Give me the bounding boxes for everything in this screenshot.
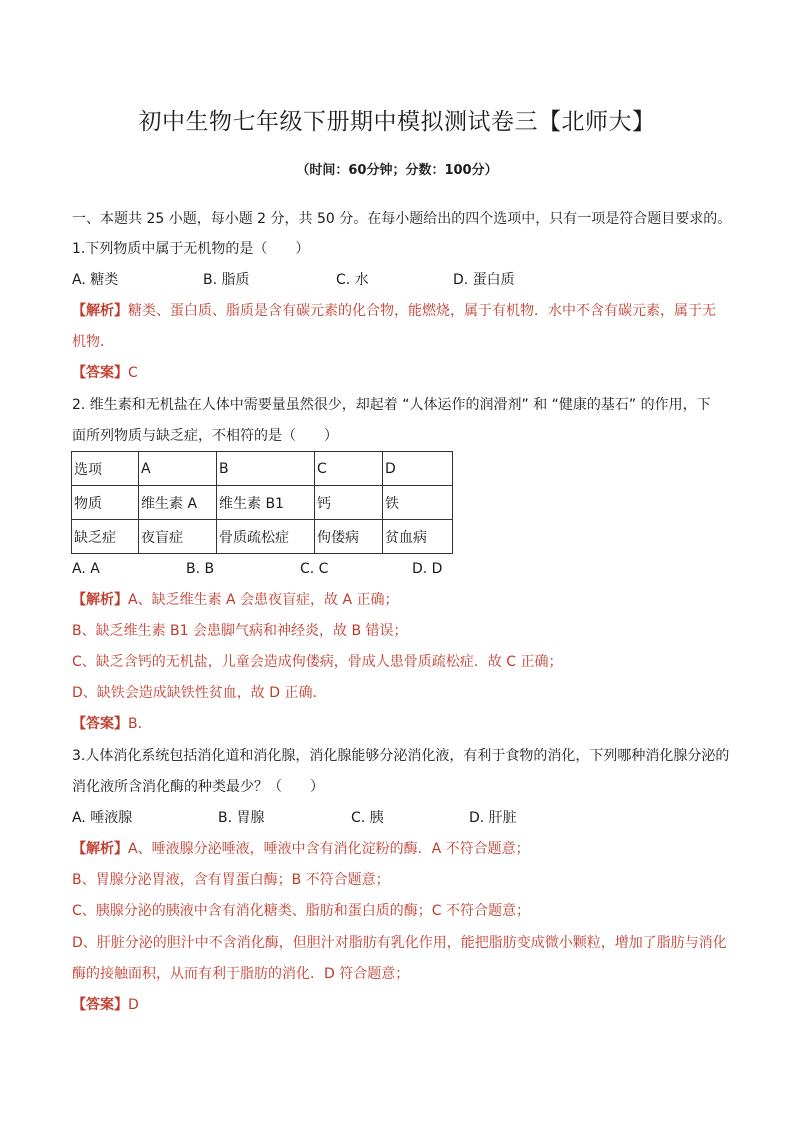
q3-analysis-line-1	[72, 839, 530, 859]
q1-analysis-line-1	[72, 301, 716, 321]
table-cell: 骨质疏松症	[217, 520, 315, 554]
q3-analysis-text: A、唾液腺分泌唾液，唾液中含有消化淀粉的酶．A 不符合题意；	[128, 841, 530, 857]
table-cell: D	[383, 452, 453, 486]
section-intro: 一、本题共 25 小题，每小题 2 分，共 50 分。在每小题给出的四个选项中，只有一项是符合题目要求的。	[72, 211, 732, 227]
q1-answer-value: C	[128, 365, 138, 381]
q1-option-b: B. 脂质	[203, 272, 250, 288]
q2-analysis-line-3: C、缺乏含钙的无机盐，儿童会造成佝偻病，骨成人患骨质疏松症．故 C 正确；	[72, 654, 563, 670]
q3-stem-line-1: 3.人体消化系统包括消化道和消化腺，消化腺能够分泌消化液，有利于食物的消化，下列哪种消化腺分泌的	[72, 748, 730, 764]
q3-option-a: A. 唾液腺	[72, 810, 133, 826]
table-row	[72, 520, 453, 554]
q1-analysis-tag: 【解析】	[72, 303, 128, 319]
q1-answer	[72, 363, 138, 383]
table-cell: 维生素 A	[139, 486, 217, 520]
q3-analysis-line-4: D、肝脏分泌的胆汁中不含消化酶，但胆汁对脂肪有乳化作用，能把脂肪变成微小颗粒，增加了脂肪与消化	[72, 935, 727, 951]
q2-option-b: B. B	[186, 561, 215, 577]
table-cell: 铁	[383, 486, 453, 520]
q2-stem-line-2: 面所列物质与缺乏症，不相符的是（ ）	[72, 428, 338, 444]
q3-analysis-line-2: B、胃腺分泌胃液，含有胃蛋白酶；B 不符合题意；	[72, 872, 390, 888]
q1-option-d: D. 蛋白质	[453, 272, 515, 288]
table-cell: 缺乏症	[72, 520, 139, 554]
q2-answer-tag: 【答案】	[72, 716, 128, 732]
table-row	[72, 486, 453, 520]
table-cell: 贫血病	[383, 520, 453, 554]
table-cell: 物质	[72, 486, 139, 520]
page-subtitle: （时间：60分钟；分数：100分）	[296, 163, 498, 178]
page-title: 初中生物七年级下册期中模拟测试卷三【北师大】	[138, 109, 656, 135]
q3-analysis-line-3: C、胰腺分泌的胰液中含有消化糖类、脂肪和蛋白质的酶；C 不符合题意；	[72, 903, 530, 919]
q2-analysis-line-4: D、缺铁会造成缺铁性贫血，故 D 正确．	[72, 685, 327, 701]
q3-answer-value: D	[128, 997, 139, 1013]
q1-answer-tag: 【答案】	[72, 365, 128, 381]
q2-option-d: D. D	[412, 561, 443, 577]
q2-analysis-text: A、缺乏维生素 A 会患夜盲症，故 A 正确；	[128, 592, 399, 608]
q1-analysis-text: 糖类、蛋白质、脂质是含有碳元素的化合物，能燃烧，属于有机物．水中不含有碳元素，属于无	[128, 303, 716, 319]
table-cell: A	[139, 452, 217, 486]
q3-option-b: B. 胃腺	[218, 810, 265, 826]
table-cell: B	[217, 452, 315, 486]
table-cell: 佝偻病	[315, 520, 383, 554]
q2-analysis-line-2: B、缺乏维生素 B1 会患脚气病和神经炎，故 B 错误；	[72, 623, 408, 639]
q1-option-a: A. 糖类	[72, 272, 119, 288]
q2-answer-value: B．	[128, 716, 152, 732]
q2-stem-line-1: 2. 维生素和无机盐在人体中需要量虽然很少，却起着 “人体运作的润滑剂” 和 “健康的基石” 的作用，下	[72, 397, 711, 413]
q1-stem: 1.下列物质中属于无机物的是（ ）	[72, 241, 310, 257]
table-cell: C	[315, 452, 383, 486]
q3-analysis-tag: 【解析】	[72, 841, 128, 857]
q2-answer	[72, 714, 152, 734]
table-cell: 钙	[315, 486, 383, 520]
q3-stem-line-2: 消化液所含消化酶的种类最少？（ ）	[72, 779, 324, 795]
table-cell: 维生素 B1	[217, 486, 315, 520]
table-cell: 选项	[72, 452, 139, 486]
q3-answer	[72, 995, 139, 1015]
q1-analysis-line-2: 机物．	[72, 334, 114, 350]
q2-analysis-tag: 【解析】	[72, 592, 128, 608]
table-cell: 夜盲症	[139, 520, 217, 554]
q1-option-c: C. 水	[336, 272, 369, 288]
q3-option-d: D. 肝脏	[469, 810, 517, 826]
q2-option-c: C. C	[300, 561, 329, 577]
q2-analysis-line-1	[72, 590, 399, 610]
q3-option-c: C. 胰	[351, 810, 384, 826]
q3-answer-tag: 【答案】	[72, 997, 128, 1013]
q2-table	[71, 451, 453, 554]
table-row	[72, 452, 453, 486]
q2-option-a: A. A	[72, 561, 100, 577]
q3-analysis-line-5: 酶的接触面积，从而有利于脂肪的消化．D 符合题意；	[72, 966, 410, 982]
